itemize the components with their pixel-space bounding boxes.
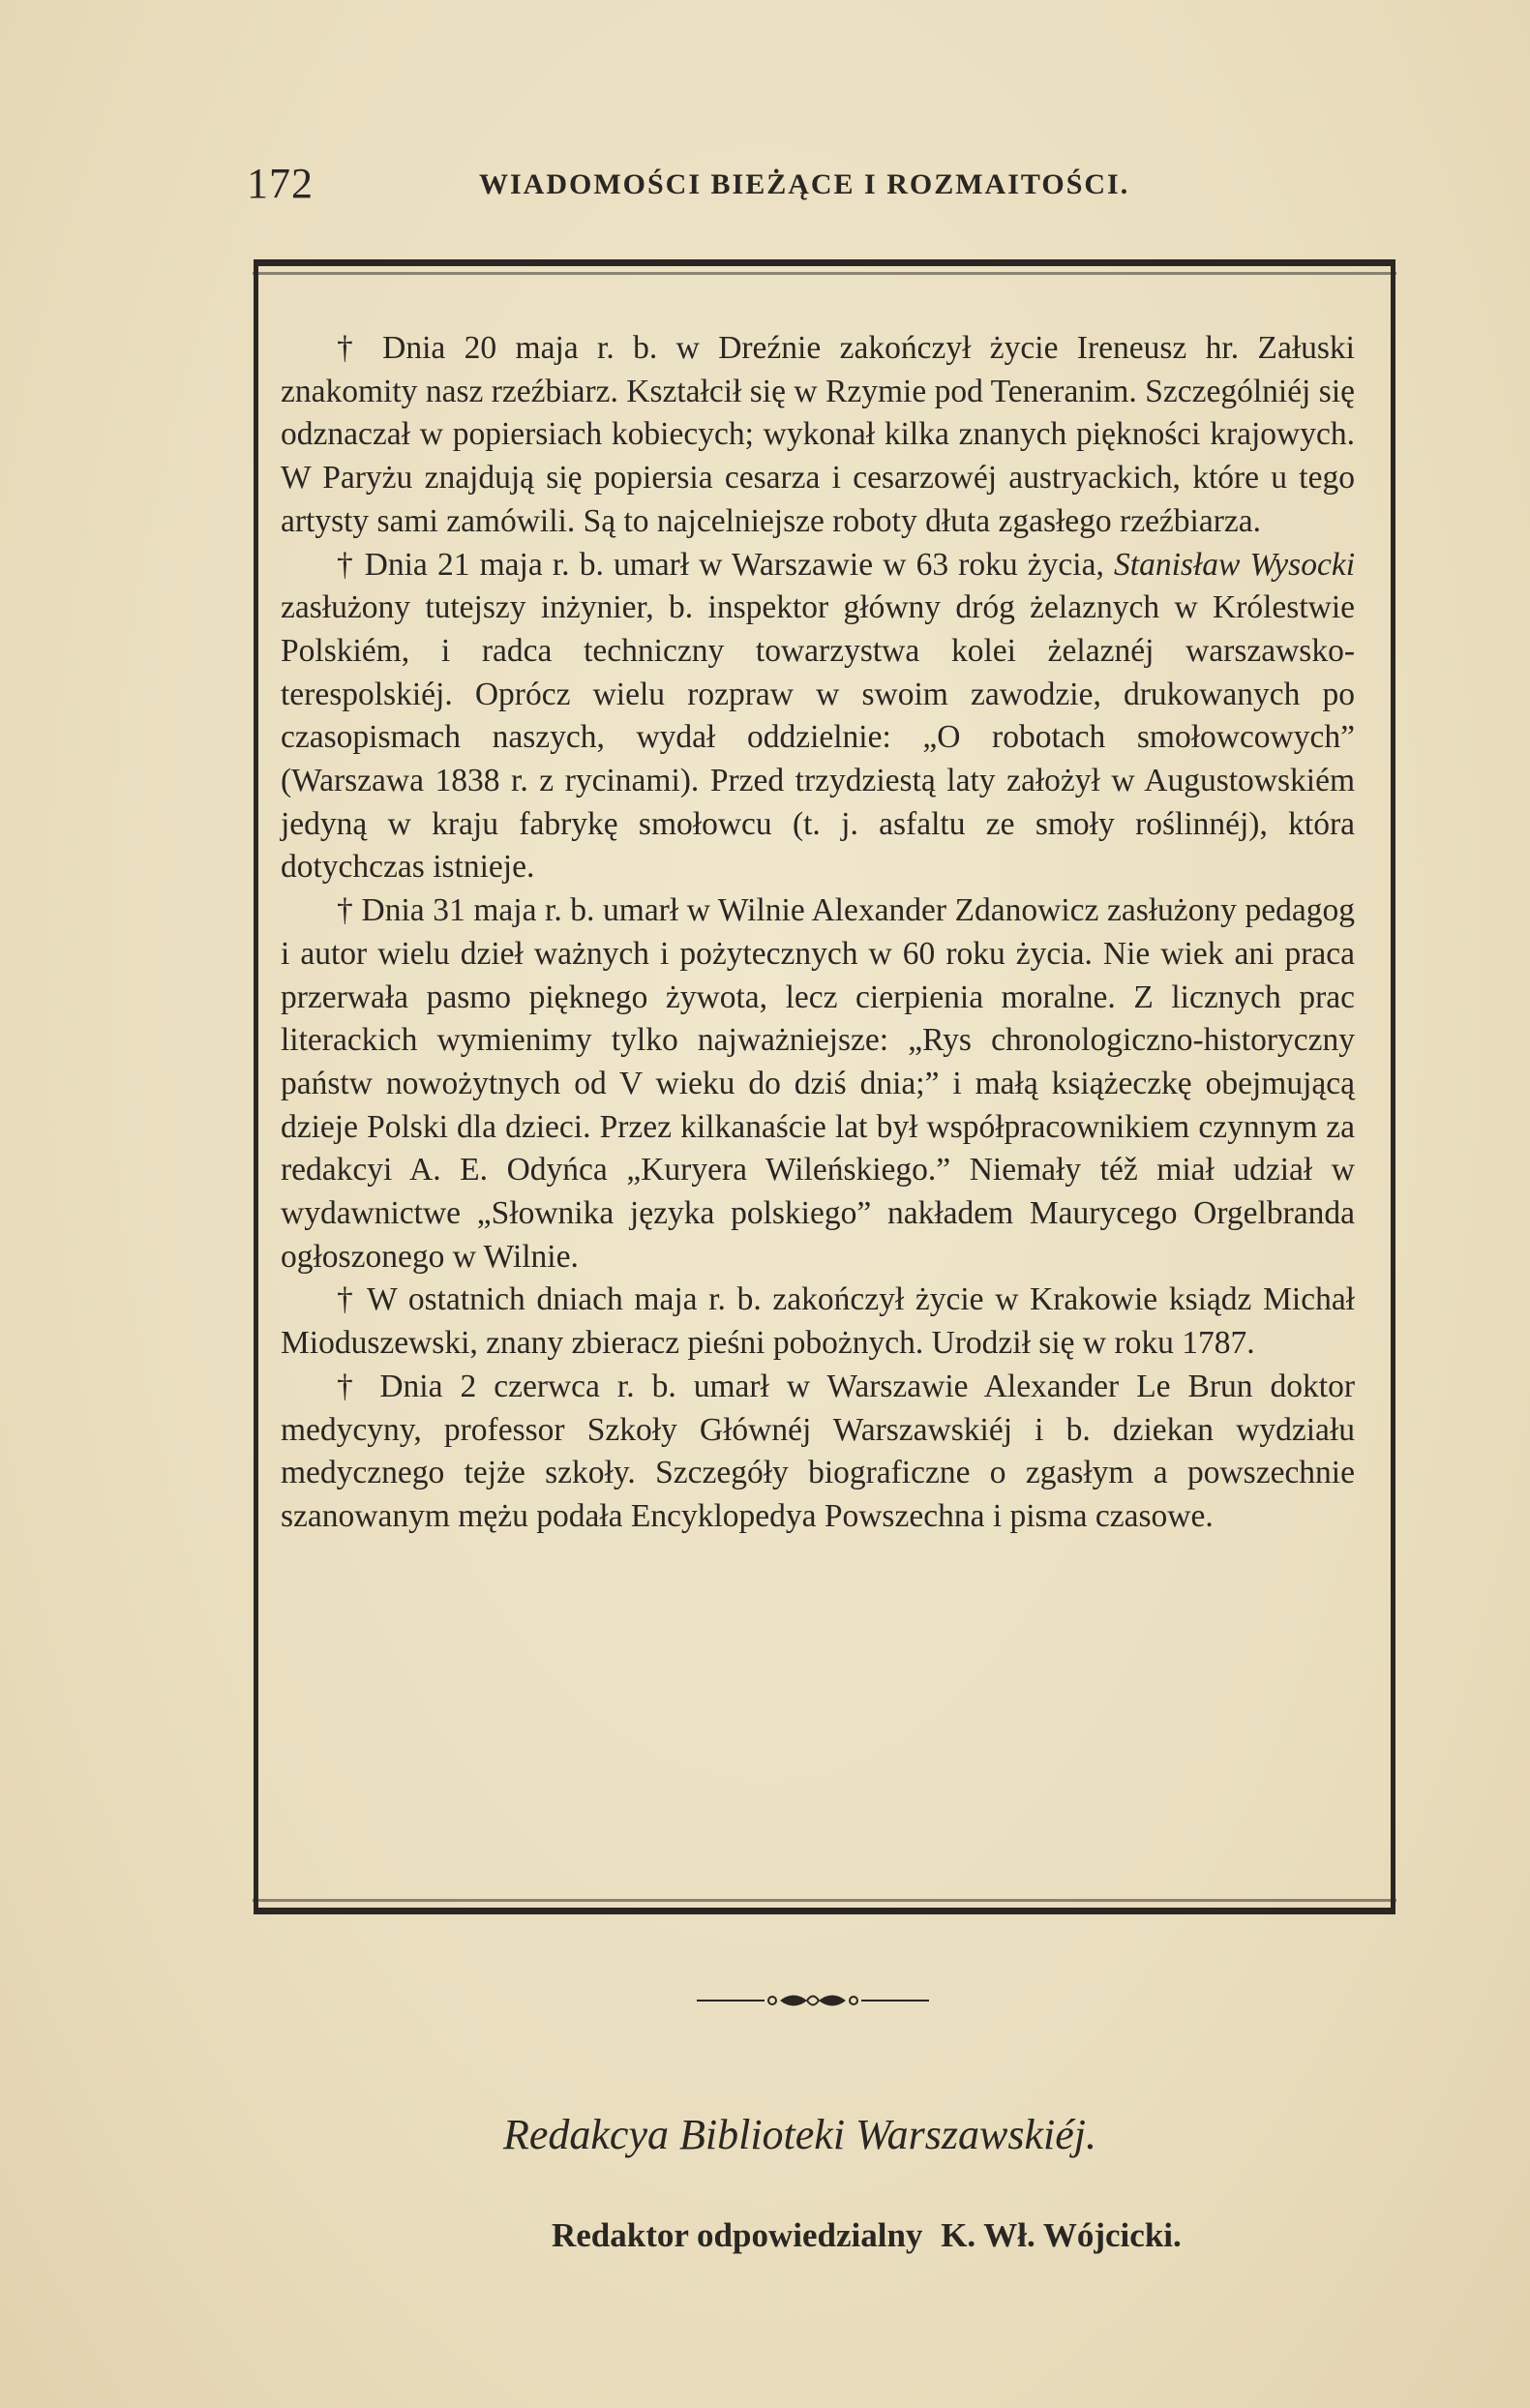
running-head [247, 155, 1215, 213]
ornament-divider-icon [697, 1986, 929, 2015]
page-number: 172 [247, 160, 314, 207]
obituaries-section [281, 327, 1355, 1539]
obituary-text: zasłużony tutejszy inżynier, b. inspektor główny dróg żelaznych w Królestwie Polskiém, i radca techniczny towarzystwa kolei żelaznéj warszawsko-terespolskiéj. Oprócz wielu rozpraw w swoim zawodzie, drukowanych po czasopismach naszych, wydał oddzielnie: „O robotach smołowcowych” (Warszawa 1838 r. z rycinami). Przed trzydziestą laty założył w Augustowskiém jedyną w kraju fabrykę smołowcu (t. j. asfaltu ze smoły roślinnéj), która dotychczas istnieje. [281, 589, 1355, 886]
obituary-le-brun: † Dnia 2 czerwca r. b. umarł w Warszawie Alexander Le Brun doktor medycyny, professor Szkoły Głównéj Warszawskiéj i b. dziekan wydziału medycznego tejże szkoły. Szczegóły biograficzne o zgasłym a powszechnie szanowanym mężu podała Encyklopedya Powszechna i pisma czasowe. [281, 1368, 1355, 1534]
obituary-text: † Dnia 21 maja r. b. umarł w Warszawie w 63 roku życia, [337, 546, 1115, 583]
obituary-wysocki [281, 544, 1355, 890]
editor-line [552, 2216, 1423, 2255]
running-title: WIADOMOŚCI BIEŻĄCE I ROZMAITOŚCI. [479, 168, 1130, 200]
editor-name: K. Wł. Wójcicki. [941, 2216, 1182, 2254]
obituary-zaluski: † Dnia 20 maja r. b. w Dreźnie zakończył życie Ireneusz hr. Załuski znakomity nasz rzeźbiarz. Kształcił się w Rzymie pod Teneranim. Szczególniéj się odznaczał w popiersiach kobiecych; wykonał kilka znanych piękności krajowych. W Paryżu znajdują się popiersia cesarza i cesarzowéj austryackich, które u tego artysty sami zamówili. Są to najcelniejsze roboty dłuta zgasłego rzeźbiarza. [281, 330, 1355, 539]
person-name-italic: Stanisław Wysocki [1114, 546, 1356, 583]
editorial-signature: Redakcya Biblioteki Warszawskiéj. [503, 2111, 1097, 2158]
obituary-zdanowicz: † Dnia 31 maja r. b. umarł w Wilnie Alexander Zdanowicz zasłużony pedagog i autor wielu dzieł ważnych i pożytecznych w 60 roku życia. Nie wiek ani praca przerwała pasmo pięknego żywota, lecz cierpienia moralne. Z licznych prac literackich wymienimy tylko najważniejsze: „Rys chronologiczno-historyczny państw nowożytnych od V wieku do dziś dnia;” i małą książeczkę obejmującą dzieje Polski dla dzieci. Przez kilkanaście lat był współpracownikiem czynnym za redakcyi A. E. Odyńca „Kuryera Wileńskiego.” Niemały též miał udział w wydawnictwe „Słownika języka polskiego” nakładem Maurycego Orgelbranda ogłoszonego w Wilnie. [281, 892, 1355, 1275]
obituary-mioduszewski: † W ostatnich dniach maja r. b. zakończył życie w Krakowie ksiądz Michał Mioduszewski, znany zbieracz pieśni pobożnych. Urodził się w roku 1787. [281, 1281, 1355, 1362]
editor-label: Redaktor odpowiedzialny [552, 2216, 923, 2254]
